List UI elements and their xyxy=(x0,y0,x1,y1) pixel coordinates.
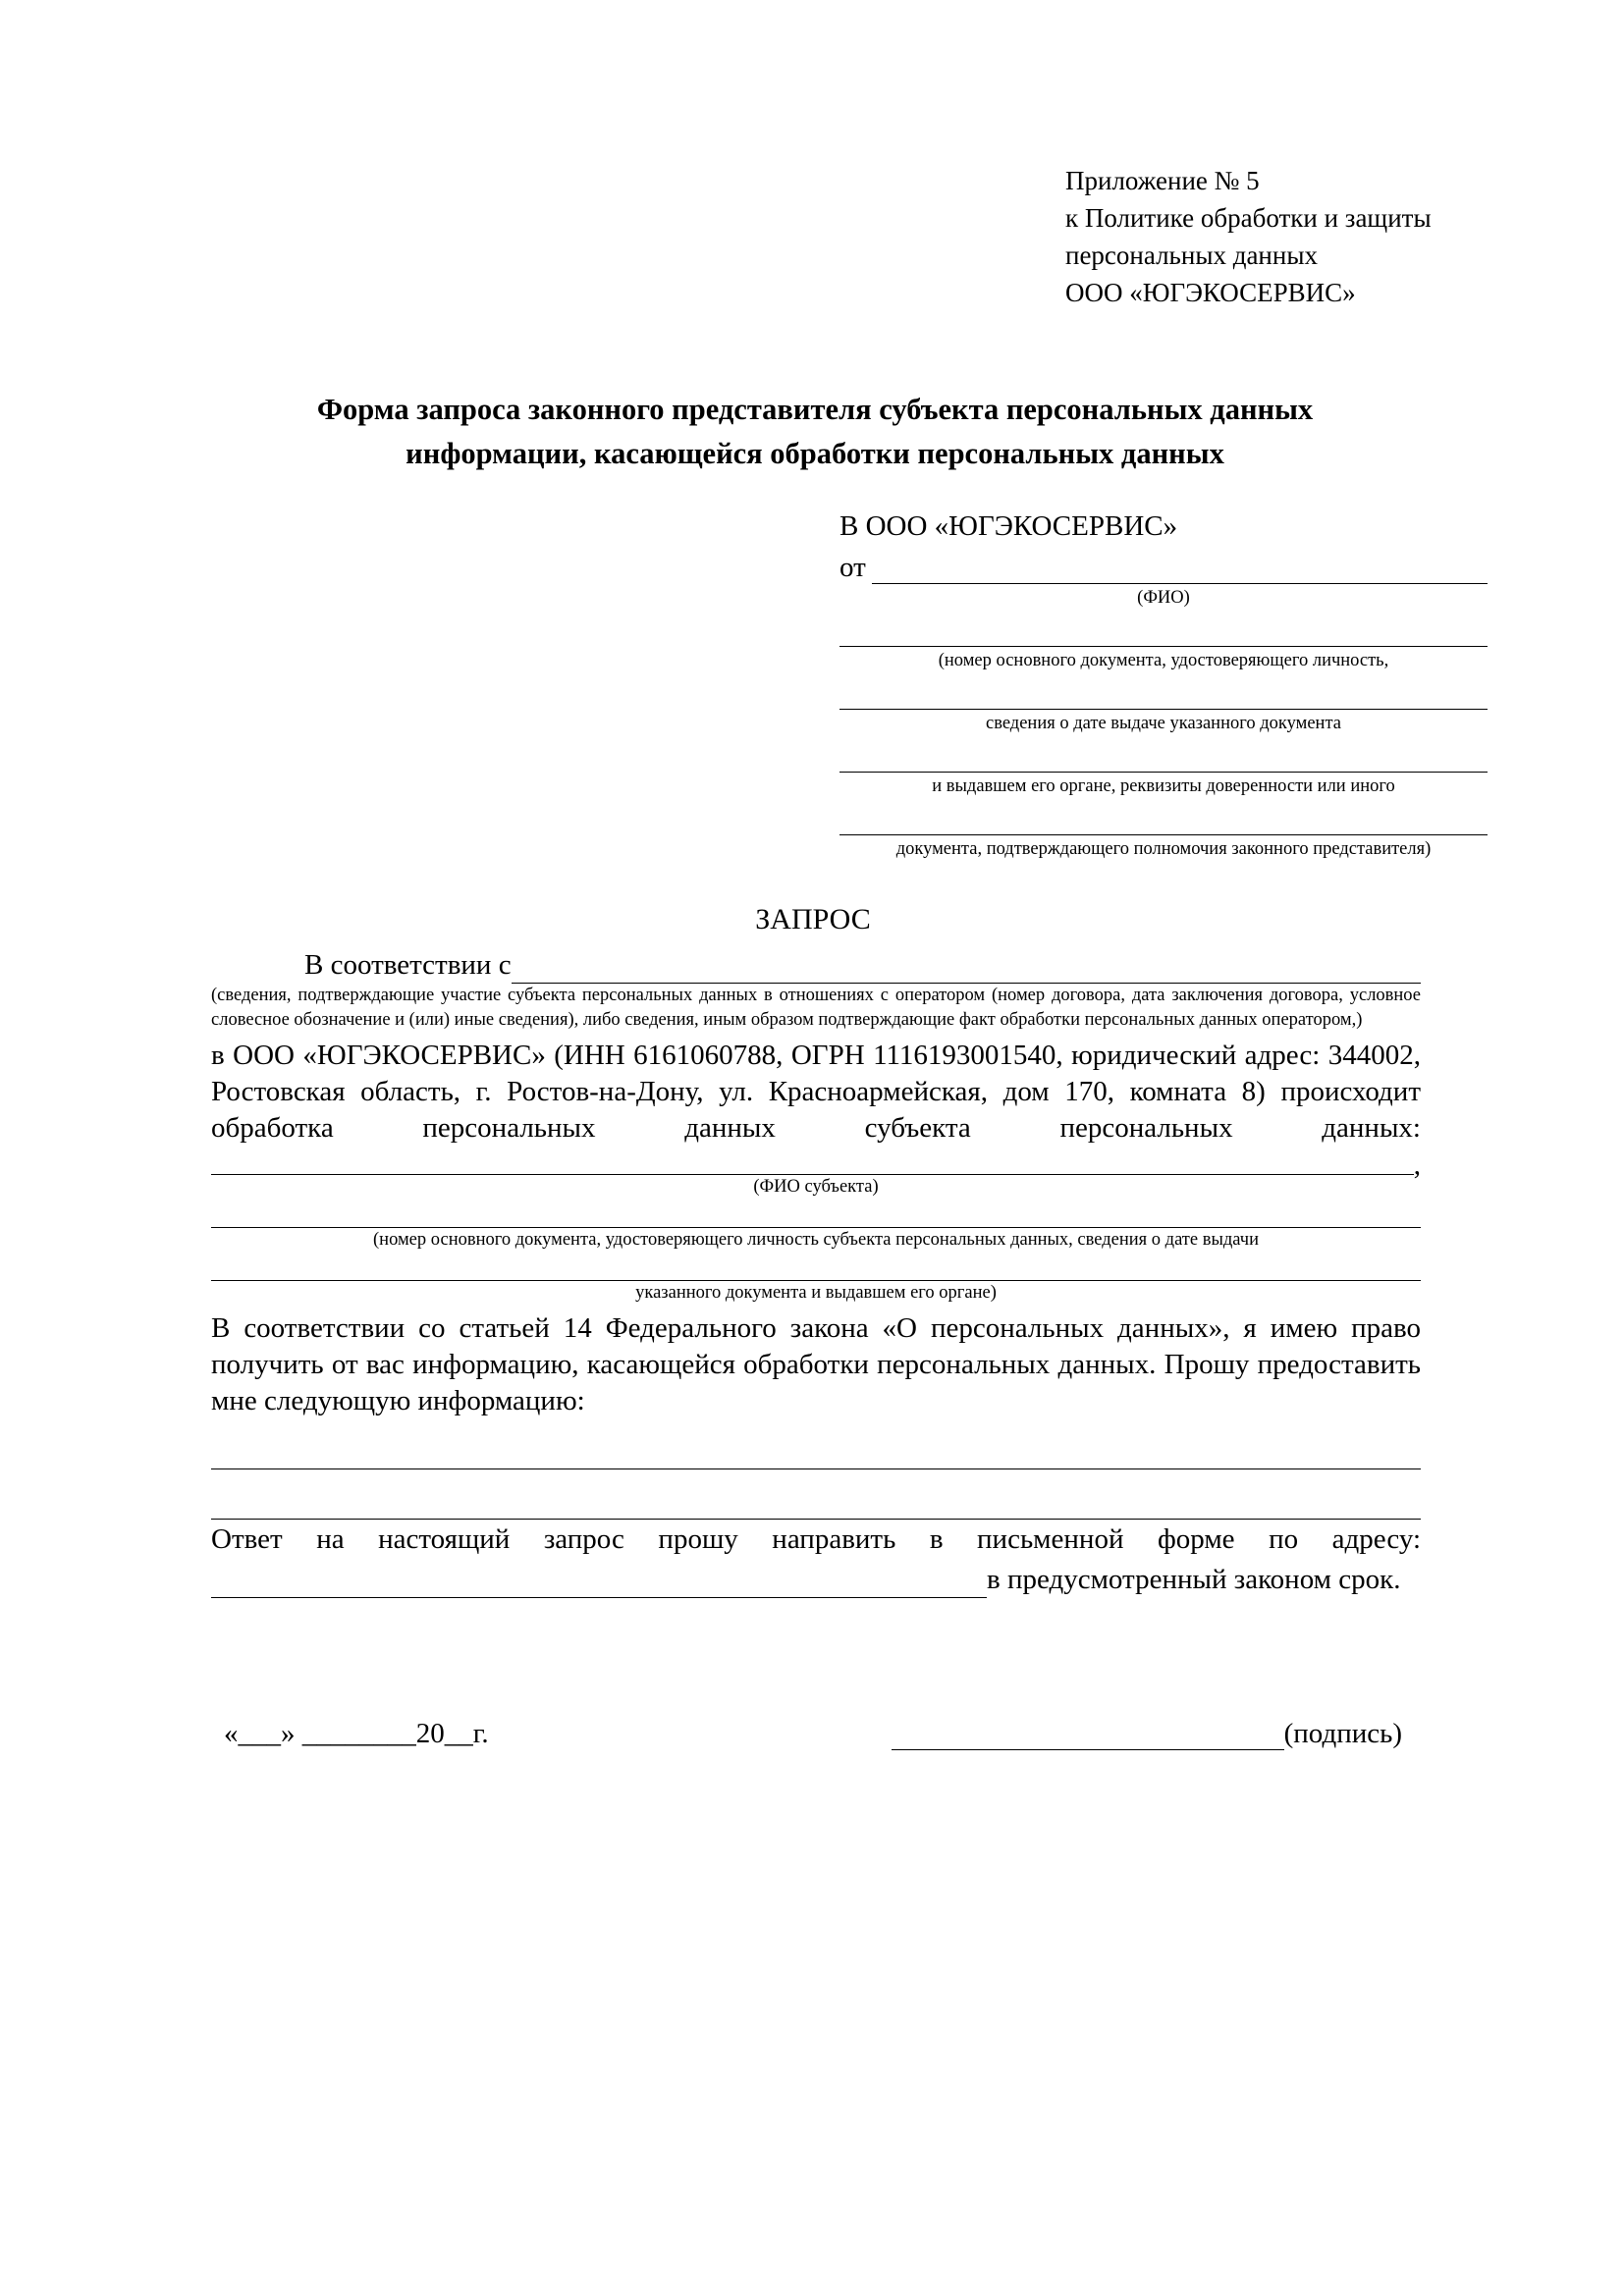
page-title xyxy=(206,388,1424,476)
request-heading: ЗАПРОС xyxy=(755,903,871,935)
from-row xyxy=(839,552,1488,584)
subject-fio-input-line[interactable] xyxy=(211,1147,1414,1175)
law-paragraph: В соответствии со статьей 14 Федерального закона «О персональных данных», я имею право получить от вас информацию, касающейся обработки персональных данных. Прошу предоставить мне следующую информацию: xyxy=(211,1312,1421,1416)
subject-doc-organ-input-line[interactable] xyxy=(211,1253,1421,1281)
subject-fio-row xyxy=(211,1147,1421,1181)
in-accordance-label: В соответствии с xyxy=(304,949,512,981)
answer-address-row xyxy=(211,1562,1421,1598)
signature-input-line[interactable] xyxy=(892,1723,1284,1750)
doc-date-caption: сведения о дате выдаче указанного документа xyxy=(986,714,1341,733)
fio-caption: (ФИО) xyxy=(1137,588,1190,608)
answer-address-input-line[interactable] xyxy=(211,1571,987,1598)
appendix-org: ООО «ЮГЭКОСЕРВИС» xyxy=(1065,278,1356,307)
appendix-number: Приложение № 5 xyxy=(1065,166,1260,195)
fio-input-line[interactable] xyxy=(872,558,1488,584)
subject-fio-comma: , xyxy=(1413,1149,1421,1181)
info-request-line-1[interactable] xyxy=(211,1441,1421,1469)
addressee-block xyxy=(839,510,1488,861)
date-field[interactable]: «___» ________20__г. xyxy=(224,1718,489,1749)
from-label: от xyxy=(839,552,866,583)
doc-number-caption: (номер основного документа, удостоверяющего личность, xyxy=(938,651,1389,670)
in-accordance-input-line[interactable] xyxy=(512,957,1421,984)
doc-organ-input-line[interactable] xyxy=(839,748,1488,773)
page-title-line-2: информации, касающейся обработки персональных данных xyxy=(406,437,1224,470)
doc-authority-row xyxy=(839,811,1488,861)
doc-number-row xyxy=(839,622,1488,672)
appendix-policy-line-1: к Политике обработки и защиты xyxy=(1065,203,1432,233)
subject-doc-input-line[interactable] xyxy=(211,1200,1421,1228)
info-request-line-2[interactable] xyxy=(211,1491,1421,1520)
doc-authority-caption: документа, подтверждающего полномочия законного представителя) xyxy=(895,839,1432,859)
doc-number-input-line[interactable] xyxy=(839,622,1488,647)
subject-fio-caption: (ФИО субъекта) xyxy=(753,1177,879,1197)
participation-note: (сведения, подтверждающие участие субъекта персональных данных в отношениях с оператором (номер договора, дата заключения договора, условное словесное обозначение и (или) иные сведения), либо сведения, иным образом подтверждающие факт обработки персональных данных оператором,) xyxy=(211,986,1421,1030)
operator-paragraph: в ООО «ЮГЭКОСЕРВИС» (ИНН 6161060788, ОГРН 1116193001540, юридический адрес: 344002, Ростовская область, г. Ростов-на-Дону, ул. Красноармейская, дом 170, комната 8) происходит обработка персональных данных субъекта персональных данных: xyxy=(211,1040,1421,1144)
in-accordance-row xyxy=(211,947,1421,984)
appendix-policy-line-2: персональных данных xyxy=(1065,240,1318,270)
subject-doc-caption: (номер основного документа, удостоверяющего личность субъекта персональных данных, сведения о дате выдачи xyxy=(373,1230,1259,1250)
addressee-org: В ООО «ЮГЭКОСЕРВИС» xyxy=(839,510,1178,542)
signature-field xyxy=(892,1718,1402,1750)
answer-paragraph: Ответ на настоящий запрос прошу направить в письменной форме по адресу: xyxy=(211,1523,1421,1555)
doc-organ-row xyxy=(839,748,1488,798)
page-title-line-1: Форма запроса законного представителя субъекта персональных данных xyxy=(316,393,1314,426)
doc-date-input-line[interactable] xyxy=(839,685,1488,710)
answer-term-text: в предусмотренный законом срок. xyxy=(987,1564,1401,1595)
doc-authority-input-line[interactable] xyxy=(839,811,1488,835)
subject-doc-organ-caption: указанного документа и выдавшем его органе) xyxy=(635,1283,997,1303)
document-body xyxy=(211,947,1421,1598)
doc-organ-caption: и выдавшем его органе, реквизиты доверенности или иного xyxy=(932,776,1395,796)
doc-date-row xyxy=(839,685,1488,735)
appendix-header xyxy=(1065,162,1517,311)
signature-block xyxy=(224,1718,1402,1750)
signature-caption: (подпись) xyxy=(1283,1718,1402,1749)
